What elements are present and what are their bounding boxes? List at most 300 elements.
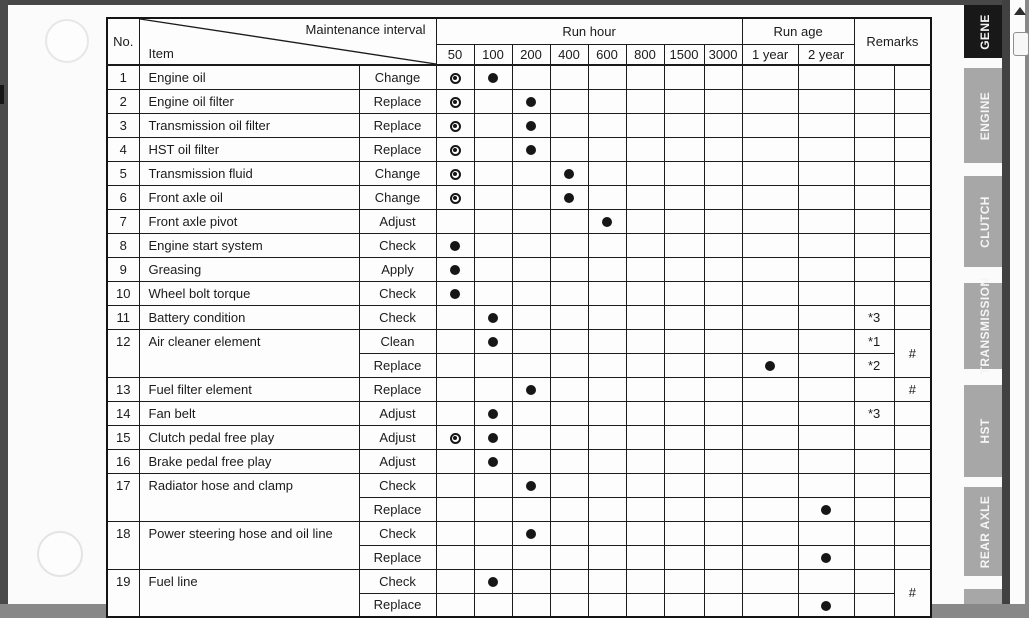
interval-mark-cell: [626, 377, 664, 401]
interval-mark-cell: [550, 257, 588, 281]
header-tick: 800: [626, 44, 664, 65]
interval-mark-cell: [742, 329, 798, 353]
section-tab-label: ENGINE: [978, 91, 992, 140]
interval-mark-cell: [664, 161, 704, 185]
interval-mark-cell: [704, 89, 742, 113]
action-cell: Apply: [359, 257, 436, 281]
dot-mark-icon: [564, 169, 574, 179]
table-row: [107, 473, 931, 497]
row-number: [107, 377, 139, 401]
action-cell: Replace: [359, 113, 436, 137]
interval-mark-cell: [704, 521, 742, 545]
interval-mark-cell: [626, 161, 664, 185]
interval-mark-cell: [664, 473, 704, 497]
interval-mark-cell: [626, 185, 664, 209]
action-cell: Replace: [359, 353, 436, 377]
fisheye-mark-icon: [450, 73, 461, 84]
remark-cell: [854, 257, 894, 281]
scrollbar-thumb[interactable]: [1013, 32, 1029, 56]
table-row: [107, 113, 931, 137]
interval-mark-cell: [742, 113, 798, 137]
action-cell: Adjust: [359, 401, 436, 425]
interval-mark-cell: [512, 209, 550, 233]
interval-mark-cell: [588, 137, 626, 161]
dot-mark-icon: [564, 193, 574, 203]
dot-mark-icon: [488, 433, 498, 443]
interval-mark-cell: [742, 161, 798, 185]
row-number-text: 2: [119, 93, 127, 109]
row-number-text: 8: [119, 237, 127, 253]
interval-mark-cell: [588, 497, 626, 521]
item-name: [139, 137, 359, 161]
dot-mark-icon: [488, 73, 498, 83]
punch-hole: [37, 531, 83, 577]
interval-mark-cell: [588, 233, 626, 257]
interval-mark-cell: [550, 185, 588, 209]
remark-cell: [854, 281, 894, 305]
interval-mark-cell: [588, 353, 626, 377]
interval-mark-cell: [436, 209, 474, 233]
interval-mark-cell: [704, 473, 742, 497]
interval-mark-cell: [626, 521, 664, 545]
item-name-text: Wheel bolt torque: [148, 285, 251, 301]
row-number: [107, 89, 139, 113]
item-name-text: HST oil filter: [148, 141, 220, 157]
interval-mark-cell: [588, 209, 626, 233]
interval-mark-cell: [742, 185, 798, 209]
interval-mark-cell: [550, 353, 588, 377]
interval-mark-cell: [704, 161, 742, 185]
interval-mark-cell: [704, 329, 742, 353]
item-name: [139, 89, 359, 113]
interval-mark-cell: [742, 449, 798, 473]
section-tab-partial[interactable]: [964, 589, 1006, 604]
interval-mark-cell: [704, 113, 742, 137]
table-row: [107, 161, 931, 185]
interval-mark-cell: [436, 497, 474, 521]
interval-mark-cell: [512, 569, 550, 593]
interval-mark-cell: [626, 281, 664, 305]
table-row: [107, 449, 931, 473]
item-name-text: Radiator hose and clamp: [148, 477, 294, 493]
header-tick: 400: [550, 44, 588, 65]
interval-mark-cell: [704, 305, 742, 329]
remark-cell: [894, 449, 931, 473]
document-page: [8, 0, 1002, 613]
table-row: [107, 329, 931, 353]
item-name-text: Transmission oil filter: [148, 117, 271, 133]
dot-mark-icon: [821, 505, 831, 515]
interval-mark-cell: [704, 281, 742, 305]
interval-mark-cell: [704, 449, 742, 473]
interval-mark-cell: [626, 113, 664, 137]
interval-mark-cell: [588, 257, 626, 281]
dot-mark-icon: [450, 241, 460, 251]
interval-mark-cell: [626, 233, 664, 257]
remark-cell: *3: [854, 401, 894, 425]
interval-mark-cell: [742, 473, 798, 497]
interval-mark-cell: [742, 281, 798, 305]
interval-mark-cell: [550, 209, 588, 233]
section-tab-label: REAR AXLE: [978, 495, 992, 568]
interval-mark-cell: [664, 521, 704, 545]
item-name: [139, 377, 359, 401]
interval-mark-cell: [798, 425, 854, 449]
interval-mark-cell: [474, 281, 512, 305]
interval-mark-cell: [512, 545, 550, 569]
remark-cell: #: [894, 329, 931, 377]
remark-cell: [854, 377, 894, 401]
header-tick: 100: [474, 44, 512, 65]
item-name: [139, 305, 359, 329]
interval-mark-cell: [798, 545, 854, 569]
item-name-text: Engine oil filter: [148, 93, 234, 109]
header-run-age: Run age: [742, 18, 854, 44]
interval-mark-cell: [474, 353, 512, 377]
interval-mark-cell: [626, 353, 664, 377]
interval-mark-cell: [588, 89, 626, 113]
item-name: [139, 401, 359, 425]
row-number-text: 14: [116, 405, 131, 421]
item-name-text: Engine oil: [148, 69, 206, 85]
interval-mark-cell: [436, 545, 474, 569]
interval-mark-cell: [436, 377, 474, 401]
section-tab-gene[interactable]: [964, 5, 1006, 58]
action-cell: Check: [359, 569, 436, 593]
interval-mark-cell: [550, 89, 588, 113]
interval-mark-cell: [704, 353, 742, 377]
interval-mark-cell: [550, 401, 588, 425]
interval-mark-cell: [512, 377, 550, 401]
table-row: [107, 137, 931, 161]
interval-mark-cell: [742, 305, 798, 329]
interval-mark-cell: [436, 161, 474, 185]
dot-mark-icon: [488, 337, 498, 347]
header-no: No.: [107, 18, 139, 65]
remark-cell: [894, 137, 931, 161]
section-tab-hst[interactable]: [964, 385, 1006, 477]
interval-mark-cell: [798, 569, 854, 593]
interval-mark-cell: [588, 113, 626, 137]
interval-mark-cell: [474, 185, 512, 209]
interval-mark-cell: [664, 209, 704, 233]
interval-mark-cell: [550, 377, 588, 401]
remark-cell: *3: [854, 305, 894, 329]
interval-mark-cell: [664, 449, 704, 473]
interval-mark-cell: [474, 209, 512, 233]
interval-mark-cell: [626, 305, 664, 329]
row-number-text: 17: [116, 477, 131, 493]
interval-mark-cell: [512, 425, 550, 449]
remark-cell: [854, 425, 894, 449]
remark-cell: [894, 521, 931, 545]
interval-mark-cell: [664, 305, 704, 329]
interval-mark-cell: [512, 257, 550, 281]
interval-mark-cell: [704, 209, 742, 233]
interval-mark-cell: [474, 161, 512, 185]
interval-mark-cell: [474, 473, 512, 497]
interval-mark-cell: [550, 161, 588, 185]
remark-cell: [854, 233, 894, 257]
interval-mark-cell: [550, 329, 588, 353]
header-tick: 1500: [664, 44, 704, 65]
interval-mark-cell: [626, 329, 664, 353]
interval-mark-cell: [798, 353, 854, 377]
interval-mark-cell: [626, 65, 664, 89]
remark-cell: [894, 497, 931, 521]
maintenance-interval-table: [106, 17, 932, 618]
interval-mark-cell: [664, 497, 704, 521]
interval-mark-cell: [588, 545, 626, 569]
table-row: [107, 377, 931, 401]
interval-mark-cell: [550, 281, 588, 305]
interval-mark-cell: [664, 185, 704, 209]
action-cell: Replace: [359, 593, 436, 617]
interval-mark-cell: [742, 233, 798, 257]
fisheye-mark-icon: [450, 193, 461, 204]
item-name: [139, 65, 359, 89]
interval-mark-cell: [798, 257, 854, 281]
item-name-text: Fuel filter element: [148, 381, 252, 397]
remark-cell: *2: [854, 353, 894, 377]
row-number-text: 1: [119, 69, 127, 85]
interval-mark-cell: [798, 497, 854, 521]
interval-mark-cell: [798, 473, 854, 497]
action-cell: Check: [359, 233, 436, 257]
remark-cell: [894, 257, 931, 281]
interval-mark-cell: [798, 377, 854, 401]
remark-cell: #: [894, 569, 931, 617]
interval-mark-cell: [704, 65, 742, 89]
remark-cell: [894, 209, 931, 233]
row-number: [107, 281, 139, 305]
interval-mark-cell: [474, 425, 512, 449]
interval-mark-cell: [742, 137, 798, 161]
table-row: [107, 89, 931, 113]
item-name: [139, 113, 359, 137]
interval-mark-cell: [588, 281, 626, 305]
header-item: Item: [148, 46, 174, 61]
interval-mark-cell: [588, 161, 626, 185]
interval-mark-cell: [664, 569, 704, 593]
action-cell: Clean: [359, 329, 436, 353]
remark-cell: [854, 521, 894, 545]
table-row: [107, 305, 931, 329]
interval-mark-cell: [588, 593, 626, 617]
interval-mark-cell: [742, 89, 798, 113]
item-name: [139, 257, 359, 281]
interval-mark-cell: [550, 497, 588, 521]
interval-mark-cell: [742, 569, 798, 593]
item-name: [139, 425, 359, 449]
row-number: [107, 329, 139, 377]
action-cell: Replace: [359, 137, 436, 161]
interval-mark-cell: [512, 593, 550, 617]
section-tab-engine[interactable]: [964, 68, 1006, 163]
section-tab-rear-axle[interactable]: [964, 487, 1006, 576]
interval-mark-cell: [550, 137, 588, 161]
row-number: [107, 521, 139, 569]
row-number: [107, 449, 139, 473]
section-tab-clutch[interactable]: [964, 176, 1006, 267]
row-number: [107, 65, 139, 89]
interval-mark-cell: [550, 233, 588, 257]
row-number-text: 6: [119, 189, 127, 205]
dot-mark-icon: [488, 313, 498, 323]
interval-mark-cell: [474, 377, 512, 401]
interval-mark-cell: [798, 65, 854, 89]
interval-mark-cell: [512, 305, 550, 329]
interval-mark-cell: [798, 113, 854, 137]
interval-mark-cell: [742, 545, 798, 569]
row-number: [107, 137, 139, 161]
section-tab-transmission[interactable]: [964, 277, 1006, 375]
table-row: [107, 209, 931, 233]
interval-mark-cell: [436, 305, 474, 329]
remark-cell: [854, 545, 894, 569]
row-number-text: 19: [116, 573, 131, 589]
scrollbar[interactable]: [1010, 0, 1025, 604]
interval-mark-cell: [664, 113, 704, 137]
interval-mark-cell: [550, 113, 588, 137]
interval-mark-cell: [742, 521, 798, 545]
fisheye-mark-icon: [450, 145, 461, 156]
interval-mark-cell: [474, 521, 512, 545]
interval-mark-cell: [512, 329, 550, 353]
interval-mark-cell: [626, 449, 664, 473]
interval-mark-cell: [664, 353, 704, 377]
remark-cell: [854, 593, 894, 617]
interval-mark-cell: [626, 425, 664, 449]
interval-mark-cell: [512, 473, 550, 497]
interval-mark-cell: [798, 185, 854, 209]
interval-mark-cell: [512, 401, 550, 425]
interval-mark-cell: [742, 65, 798, 89]
remark-cell: [894, 89, 931, 113]
row-number: [107, 185, 139, 209]
action-cell: Replace: [359, 497, 436, 521]
item-name: [139, 521, 359, 569]
item-name-text: Fan belt: [148, 405, 196, 421]
interval-mark-cell: [436, 113, 474, 137]
item-name-text: Engine start system: [148, 237, 263, 253]
interval-mark-cell: [550, 545, 588, 569]
interval-mark-cell: [550, 449, 588, 473]
row-number: [107, 233, 139, 257]
dot-mark-icon: [526, 97, 536, 107]
section-tab-label: HST: [978, 418, 992, 444]
interval-mark-cell: [474, 569, 512, 593]
interval-mark-cell: [664, 257, 704, 281]
dot-mark-icon: [526, 121, 536, 131]
interval-mark-cell: [798, 89, 854, 113]
interval-mark-cell: [588, 377, 626, 401]
interval-mark-cell: [550, 65, 588, 89]
table-row: [107, 281, 931, 305]
interval-mark-cell: [626, 89, 664, 113]
fisheye-mark-icon: [450, 97, 461, 108]
interval-mark-cell: [436, 401, 474, 425]
header-remarks: Remarks: [854, 18, 931, 65]
interval-mark-cell: [798, 209, 854, 233]
interval-mark-cell: [742, 497, 798, 521]
header-item-interval: [139, 18, 436, 65]
item-name-text: Power steering hose and oil line: [148, 525, 333, 541]
interval-mark-cell: [474, 113, 512, 137]
interval-mark-cell: [704, 377, 742, 401]
window-top-edge: [0, 0, 1025, 5]
remark-cell: [854, 89, 894, 113]
row-number-text: 15: [116, 429, 131, 445]
interval-mark-cell: [742, 353, 798, 377]
header-maintenance-interval: Maintenance interval: [305, 22, 426, 37]
interval-mark-cell: [512, 185, 550, 209]
fisheye-mark-icon: [450, 121, 461, 132]
interval-mark-cell: [474, 329, 512, 353]
interval-mark-cell: [474, 137, 512, 161]
interval-mark-cell: [742, 257, 798, 281]
interval-mark-cell: [588, 185, 626, 209]
item-name-text: Fuel line: [148, 573, 198, 589]
interval-mark-cell: [664, 425, 704, 449]
interval-mark-cell: [704, 425, 742, 449]
table-row: [107, 425, 931, 449]
interval-mark-cell: [436, 89, 474, 113]
dot-mark-icon: [526, 145, 536, 155]
header-tick: 200: [512, 44, 550, 65]
interval-mark-cell: [626, 209, 664, 233]
scroll-up-arrow-icon[interactable]: [1014, 7, 1026, 15]
interval-mark-cell: [664, 281, 704, 305]
table-row: [107, 569, 931, 593]
interval-mark-cell: [588, 569, 626, 593]
item-name-text: Front axle pivot: [148, 213, 238, 229]
interval-mark-cell: [664, 545, 704, 569]
section-tab-label: CLUTCH: [978, 195, 992, 248]
punch-hole: [45, 19, 89, 63]
interval-mark-cell: [704, 137, 742, 161]
item-name: [139, 209, 359, 233]
interval-mark-cell: [626, 401, 664, 425]
item-name-text: Battery condition: [148, 309, 246, 325]
interval-mark-cell: [588, 521, 626, 545]
row-number: [107, 113, 139, 137]
interval-mark-cell: [588, 473, 626, 497]
item-name: [139, 161, 359, 185]
table-row: [107, 257, 931, 281]
action-cell: Change: [359, 161, 436, 185]
interval-mark-cell: [436, 329, 474, 353]
interval-mark-cell: [436, 569, 474, 593]
interval-mark-cell: [474, 233, 512, 257]
page-right-edge: [1002, 0, 1010, 604]
interval-mark-cell: [512, 353, 550, 377]
interval-mark-cell: [436, 65, 474, 89]
interval-mark-cell: [436, 593, 474, 617]
row-number-text: 7: [119, 213, 127, 229]
maintenance-table: [106, 17, 932, 618]
interval-mark-cell: [588, 401, 626, 425]
dot-mark-icon: [450, 289, 460, 299]
interval-mark-cell: [798, 281, 854, 305]
table-row: [107, 65, 931, 89]
dot-mark-icon: [602, 217, 612, 227]
remark-cell: [894, 401, 931, 425]
header-tick: 2 year: [798, 44, 854, 65]
remark-cell: [894, 113, 931, 137]
interval-mark-cell: [626, 497, 664, 521]
interval-mark-cell: [436, 233, 474, 257]
